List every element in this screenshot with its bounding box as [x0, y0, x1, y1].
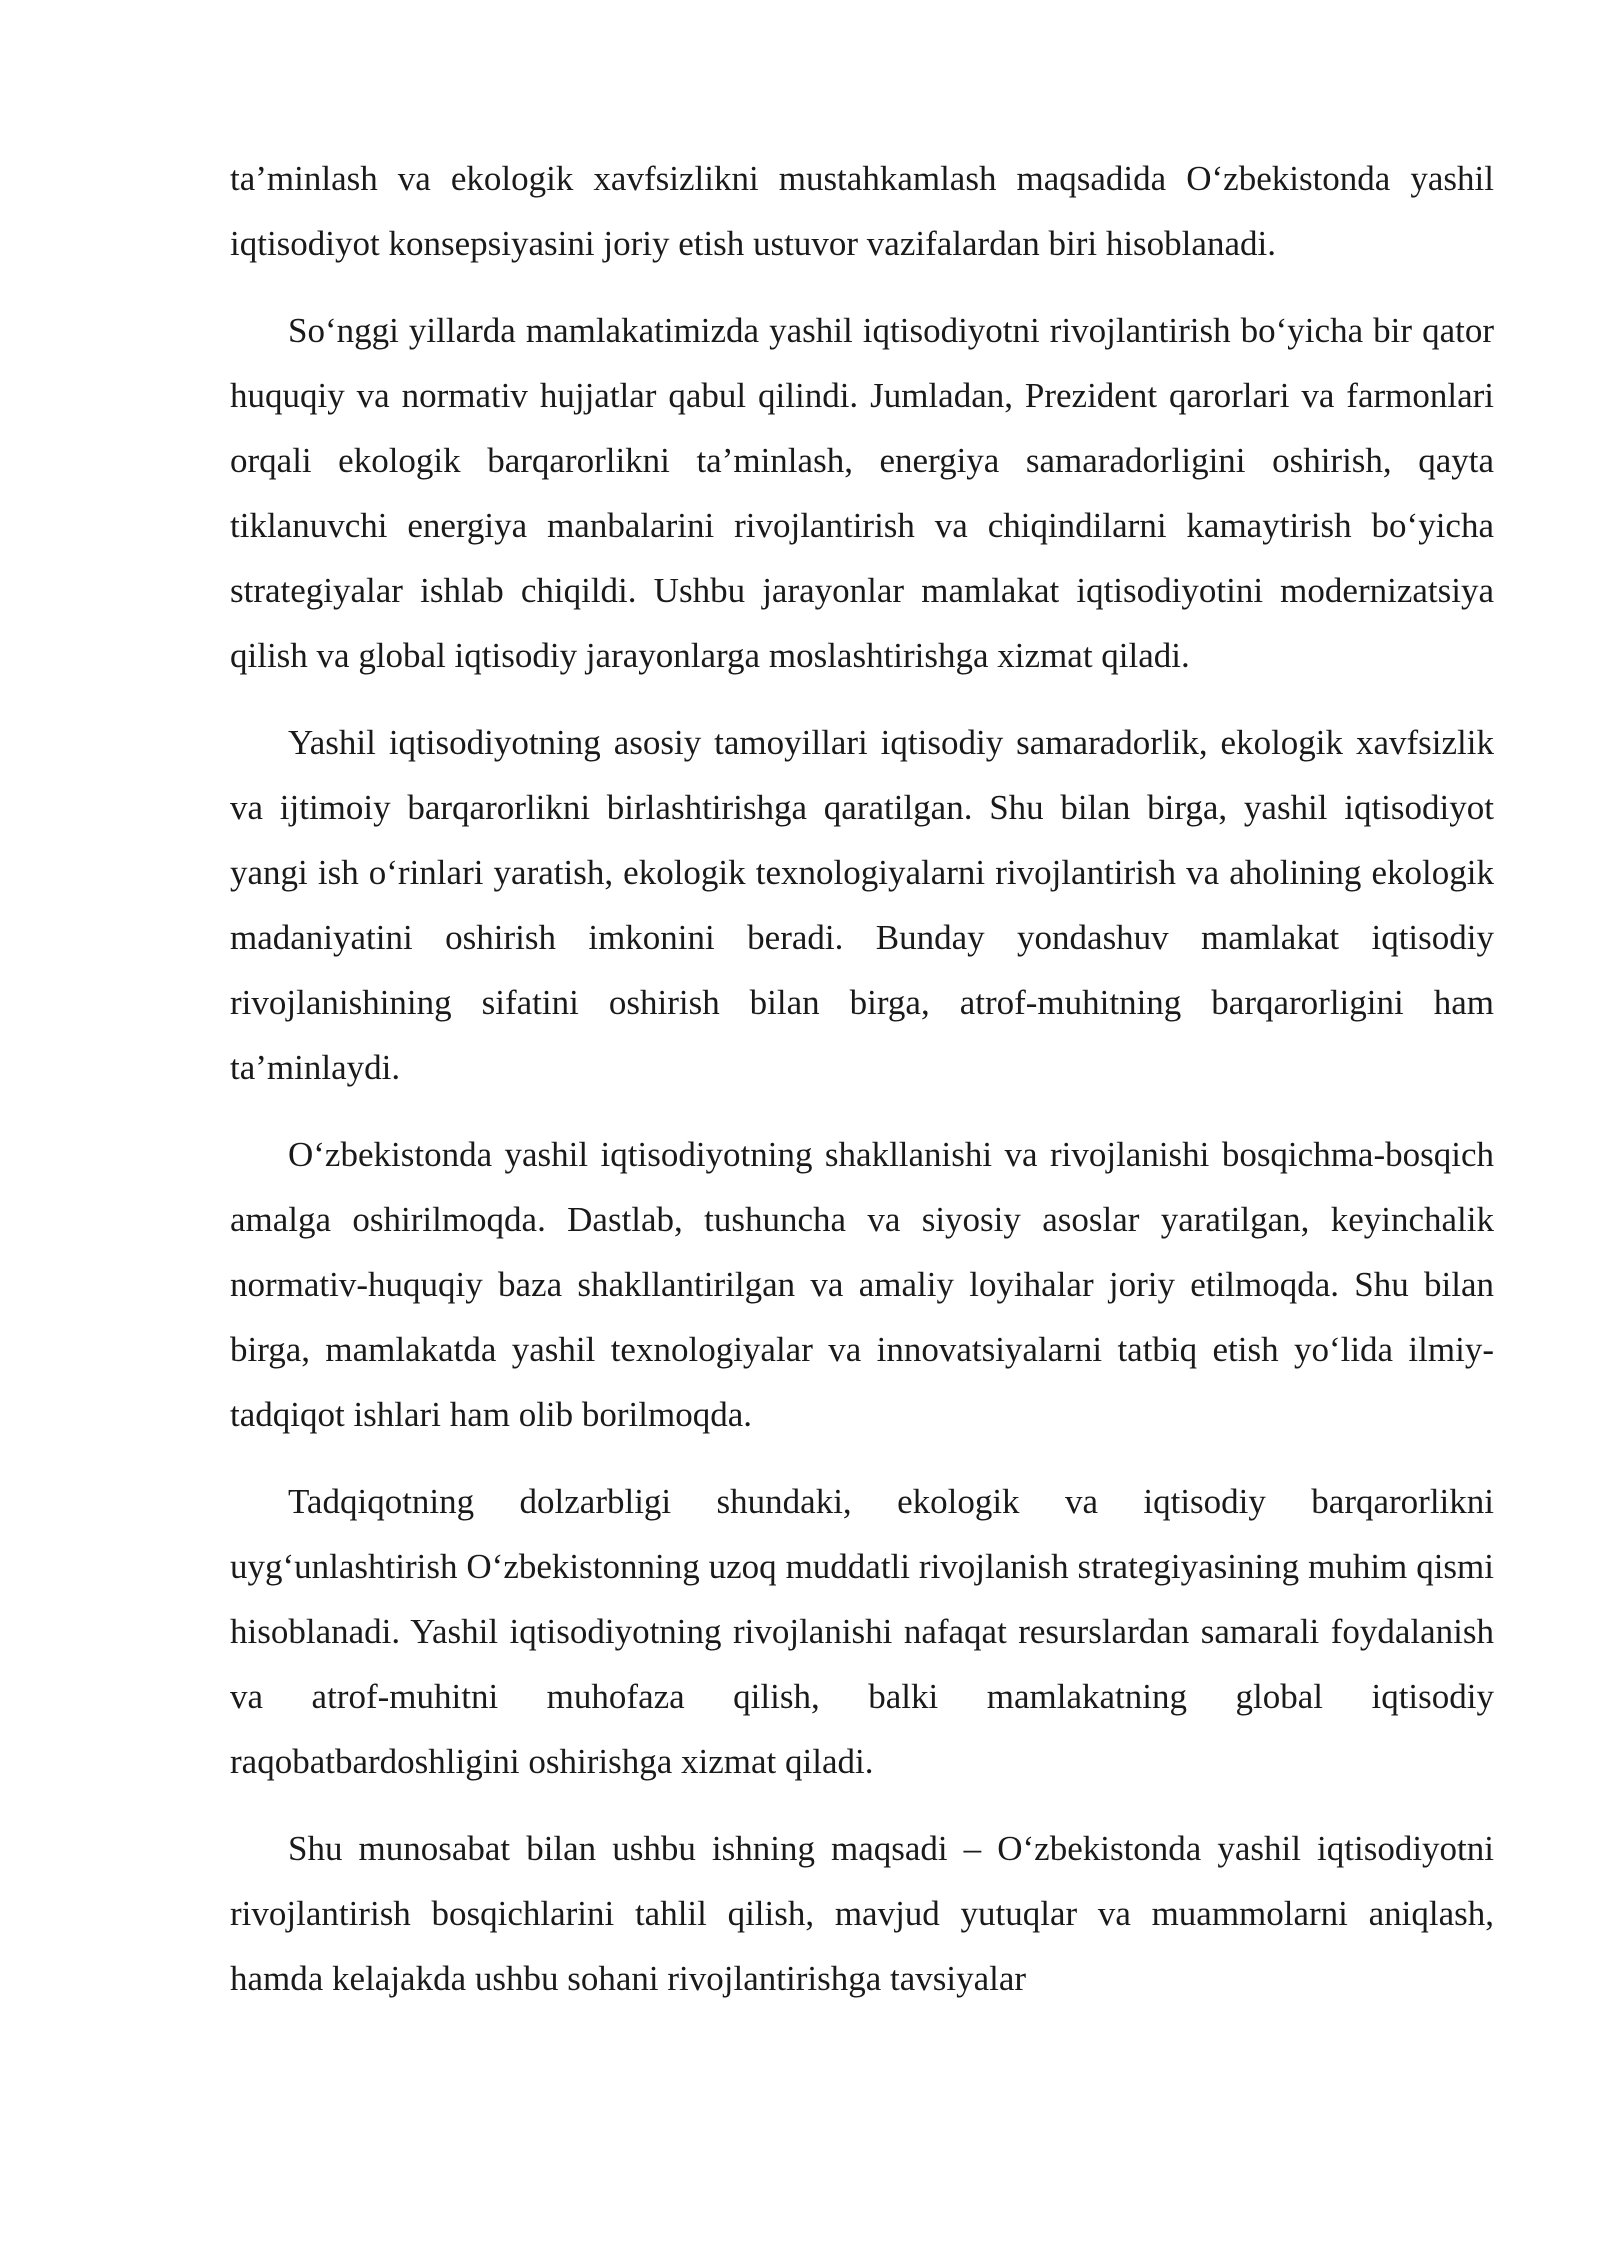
body-text: [230, 146, 1494, 2011]
paragraph-3: Yashil iqtisodiyotning asosiy tamoyillari iqtisodiy samaradorlik, ekologik xavfsizlik va ijtimoiy barqarorlikni birlashtirishga qaratilgan. Shu bilan birga, yashil iqtisodiyot yangi ish o‘rinlari yaratish, ekologik texnologiyalarni rivojlantirish va aholining ekologik madaniyatini oshirish imkonini beradi. Bunday yondashuv mamlakat iqtisodiy rivojlanishining sifatini oshirish bilan birga, atrof-muhitning barqarorligini ham ta’minlaydi.: [230, 723, 1494, 1087]
paragraph-4: O‘zbekistonda yashil iqtisodiyotning shakllanishi va rivojlanishi bosqichma-bosqich amalga oshirilmoqda. Dastlab, tushuncha va siyosiy asoslar yaratilgan, keyinchalik normativ-huquqiy baza shakllantirilgan va amaliy loyihalar joriy etilmoqda. Shu bilan birga, mamlakatda yashil texnologiyalar va innovatsiyalarni tatbiq etish yo‘lida ilmiy-tadqiqot ishlari ham olib borilmoqda.: [230, 1135, 1494, 1434]
paragraph-1: ta’minlash va ekologik xavfsizlikni mustahkamlash maqsadida O‘zbekistonda yashil iqtisodiyot konsepsiyasini joriy etish ustuvor vazifalardan biri hisoblanadi.: [230, 159, 1494, 263]
paragraph-2: So‘nggi yillarda mamlakatimizda yashil iqtisodiyotni rivojlantirish bo‘yicha bir qator huquqiy va normativ hujjatlar qabul qilindi. Jumladan, Prezident qarorlari va farmonlari orqali ekologik barqarorlikni ta’minlash, energiya samaradorligini oshirish, qayta tiklanuvchi energiya manbalarini rivojlantirish va chiqindilarni kamaytirish bo‘yicha strategiyalar ishlab chiqildi. Ushbu jarayonlar mamlakat iqtisodiyotini modernizatsiya qilish va global iqtisodiy jarayonlarga moslashtirishga xizmat qiladi.: [230, 311, 1494, 675]
paragraph-6: Shu munosabat bilan ushbu ishning maqsadi – O‘zbekistonda yashil iqtisodiyotni rivojlantirish bosqichlarini tahlil qilish, mavjud yutuqlar va muammolarni aniqlash, hamda kelajakda ushbu sohani rivojlantirishga tavsiyalar: [230, 1829, 1494, 1998]
paragraph-5: Tadqiqotning dolzarbligi shundaki, ekologik va iqtisodiy barqarorlikni uyg‘unlashtirish O‘zbekistonning uzoq muddatli rivojlanish strategiyasining muhim qismi hisoblanadi. Yashil iqtisodiyotning rivojlanishi nafaqat resurslardan samarali foydalanish va atrof-muhitni muhofaza qilish, balki mamlakatning global iqtisodiy raqobatbardoshligini oshirishga xizmat qiladi.: [230, 1482, 1494, 1781]
